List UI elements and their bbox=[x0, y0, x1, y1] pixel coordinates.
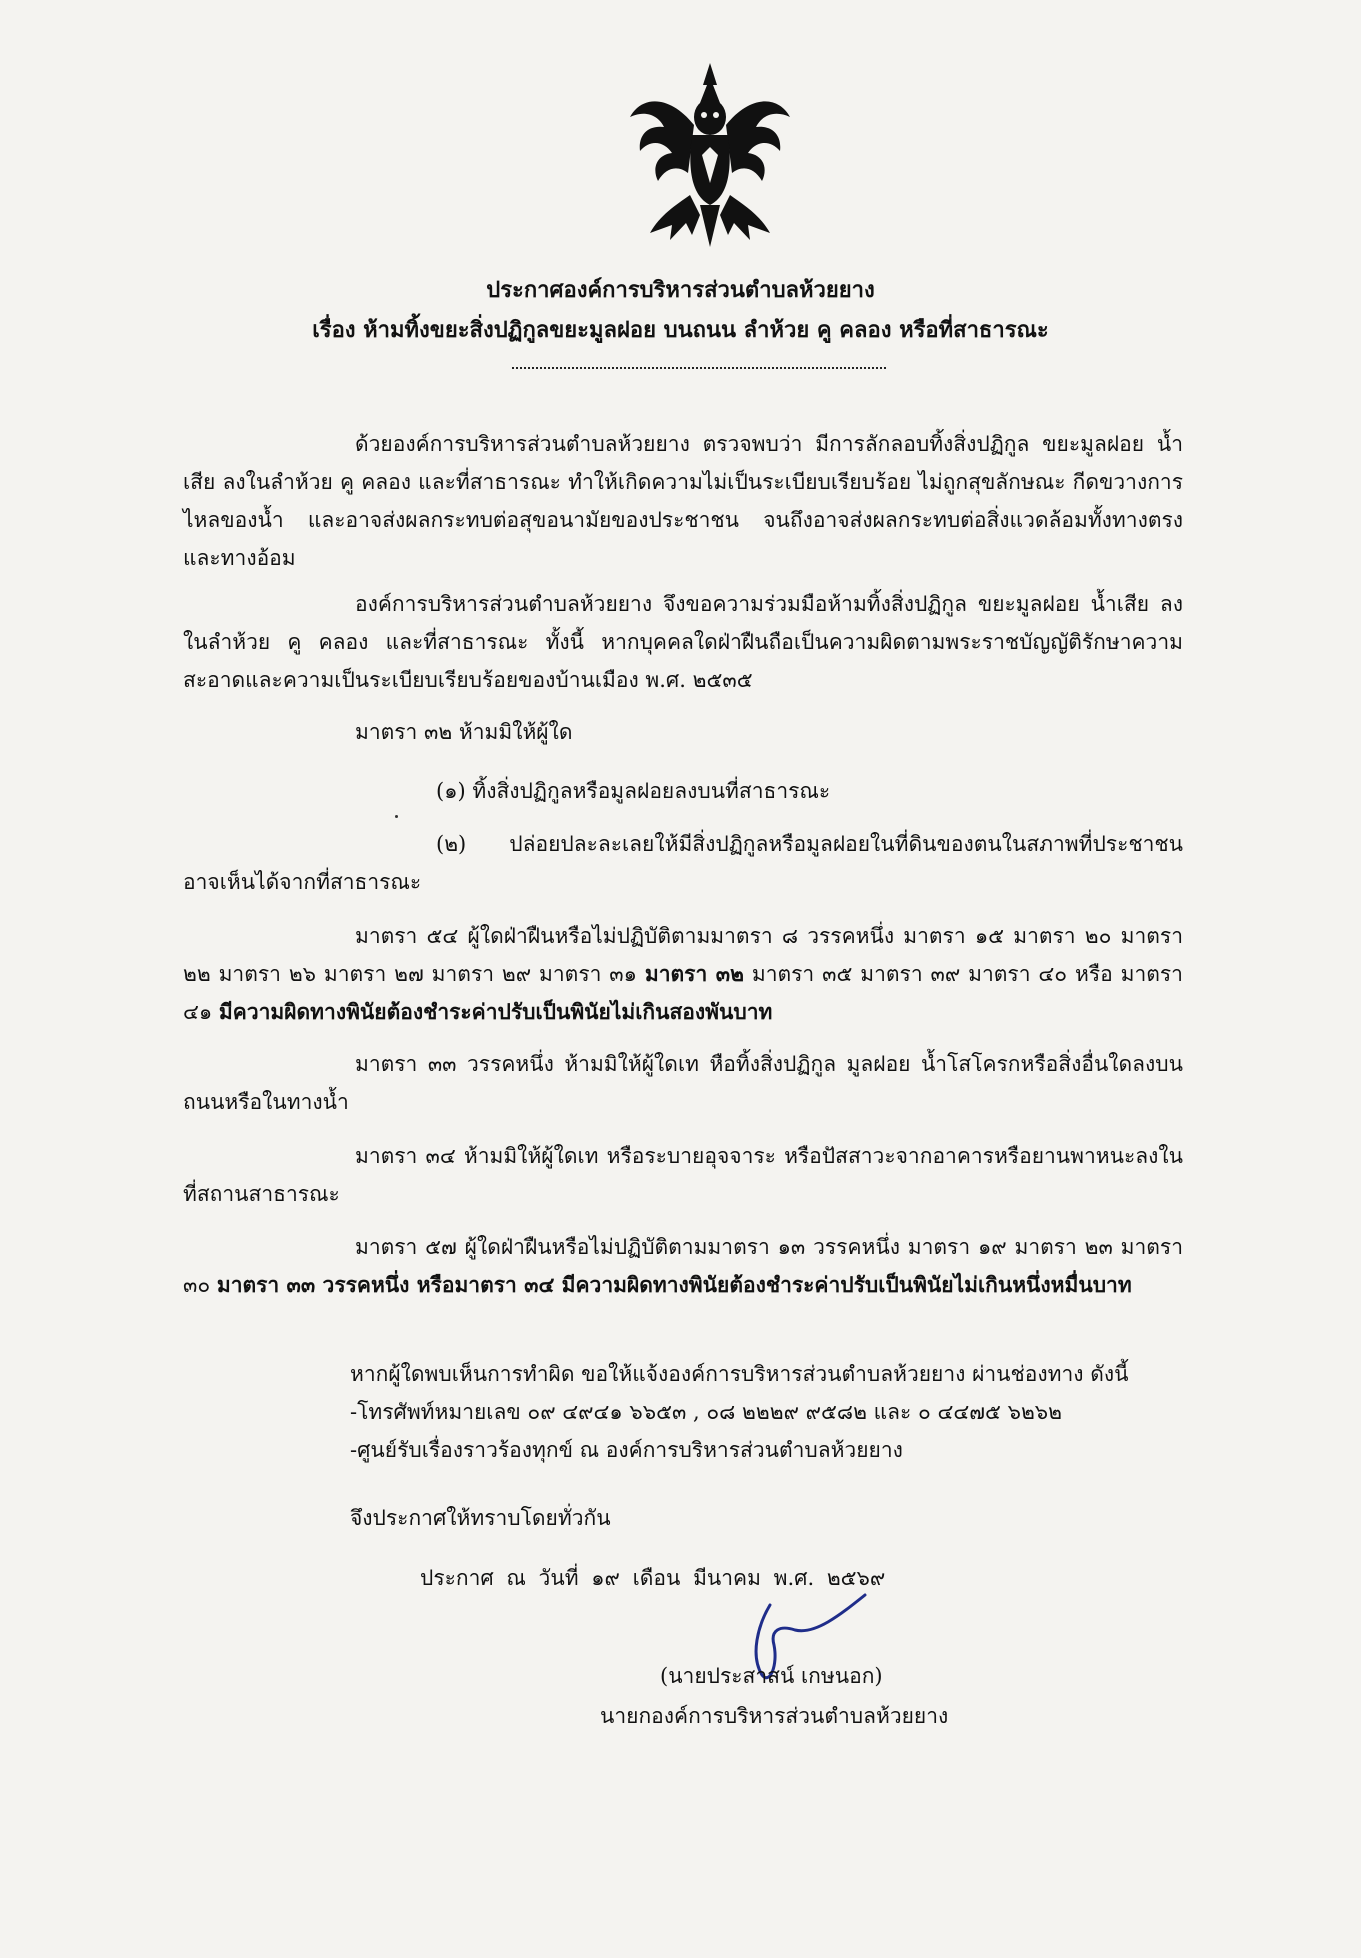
contact-phone: -โทรศัพท์หมายเลข ๐๙ ๔๙๔๑ ๖๖๕๓ , ๐๘ ๒๒๒๙ ๙๕๘๒ และ ๐ ๔๔๗๕ ๖๒๖๒ bbox=[350, 1400, 1062, 1424]
section-54 bbox=[183, 917, 1183, 1031]
section-54-penalty: มีความผิดทางพินัยต้องชำระค่าปรับเป็นพินัยไม่เกินสองพันบาท bbox=[218, 999, 773, 1024]
contact-block bbox=[350, 1355, 1250, 1469]
paragraph-text: ด้วยองค์การบริหารส่วนตำบลห้วยยาง ตรวจพบว่า มีการลักลอบทิ้งสิ่งปฏิกูล ขยะมูลฝอย น้ำเสีย ลงในลำห้วย คู คลอง และที่สาธารณะ ทำให้เกิดความไม่เป็นระเบียบเรียบร้อย ไม่ถูกสุขลักษณะ กีดขวางการไหลของน้ำ และอาจส่งผลกระทบต่อสุขอนามัยของประชาชน จนถึงอาจส่งผลกระทบต่อสิ่งแวดล้อมทั้งทางตรงและทางอ้อม bbox=[183, 432, 1183, 570]
section-text: มาตรา ๓๓ วรรคหนึ่ง ห้ามมิให้ผู้ใดเท หือทิ้งสิ่งปฏิกูล มูลฝอย น้ำโสโครกหรือสิ่งอื่นใดลงบนถนนหรือในทางน้ำ bbox=[183, 1052, 1183, 1114]
section-33 bbox=[183, 1045, 1183, 1121]
paragraph-request bbox=[183, 585, 1183, 699]
section-text: มาตรา ๓๔ ห้ามมิให้ผู้ใดเท หรือระบายอุจจาระ หรือปัสสาวะจากอาคารหรือยานพาหนะลงในที่สถานสาธารณะ bbox=[183, 1144, 1183, 1206]
section-54-part: มาตรา ๕๔ ผู้ใดฝ่าฝืนหรือไม่ปฏิบัติตามมาตรา ๘ วรรคหนึ่ง มาตรา ๑๕ มาตรา ๒๐ มาตรา ๒๒ มาตรา ๒๖ มาตรา ๒๗ มาตรา ๒๙ มาตรา ๓๑ bbox=[183, 924, 1183, 986]
page-title: ประกาศองค์การบริหารส่วนตำบลห้วยยาง bbox=[486, 277, 875, 303]
section-text bbox=[183, 917, 1183, 1031]
section-32-item-2 bbox=[183, 825, 1183, 901]
section-54-bold-part: มาตรา ๓๒ bbox=[644, 961, 744, 986]
section-57 bbox=[183, 1228, 1183, 1304]
item-text: (๒) ปล่อยปละละเลยให้มีสิ่งปฏิกูลหรือมูลฝอยในที่ดินของตนในสภาพที่ประชาชนอาจเห็นได้จากที่สาธารณะ bbox=[183, 832, 1183, 894]
paragraph-intro bbox=[183, 425, 1183, 577]
section-text bbox=[183, 1228, 1183, 1304]
section-57-part: มาตรา ๕๗ ผู้ใดฝ่าฝืนหรือไม่ปฏิบัติตามมาตรา ๑๓ วรรคหนึ่ง มาตรา ๑๙ มาตรา ๒๓ มาตรา ๓๐ bbox=[183, 1235, 1183, 1297]
announcement-date: ประกาศ ณ วันที่ ๑๙ เดือน มีนาคม พ.ศ. ๒๕๖๙ bbox=[420, 1566, 886, 1590]
item-text: (๑) ทิ้งสิ่งปฏิกูลหรือมูลฝอยลงบนที่สาธารณะ bbox=[436, 779, 831, 803]
signer-name: (นายประสาสน์ เกษนอก) bbox=[660, 1664, 883, 1688]
section-54-part: มาตรา ๓๕ มาตรา ๓๙ มาตรา ๔๐ หรือ มาตรา ๔๑ bbox=[183, 962, 1183, 1024]
section-32 bbox=[183, 713, 1183, 751]
garuda-emblem-icon bbox=[620, 55, 800, 250]
section-57-penalty: มาตรา ๓๓ วรรคหนึ่ง หรือมาตรา ๓๔ มีความผิดทางพินัยต้องชำระค่าปรับเป็นพินัยไม่เกินหนึ่งหมื่นบาท bbox=[216, 1272, 1132, 1297]
paragraph-text: องค์การบริหารส่วนตำบลห้วยยาง จึงขอความร่วมมือห้ามทิ้งสิ่งปฏิกูล ขยะมูลฝอย น้ำเสีย ลงในลำห้วย คู คลอง และที่สาธารณะ ทั้งนี้ หากบุคคลใดฝ่าฝืนถือเป็นความผิดตามพระราชบัญญัติรักษาความสะอาดและความเป็นระเบียบเรียบร้อยของบ้านเมือง พ.ศ. ๒๕๓๕ bbox=[183, 592, 1183, 692]
dotted-divider bbox=[512, 367, 886, 369]
announcement-line: จึงประกาศให้ทราบโดยทั่วกัน bbox=[350, 1506, 611, 1530]
signer-title: นายกองค์การบริหารส่วนตำบลห้วยยาง bbox=[600, 1704, 949, 1728]
section-34 bbox=[183, 1137, 1183, 1213]
subject-line: เรื่อง ห้ามทิ้งขยะสิ่งปฏิกูลขยะมูลฝอย บนถนน ลำห้วย คู คลอง หรือที่สาธารณะ bbox=[312, 317, 1049, 343]
contact-center: -ศูนย์รับเรื่องราวร้องทุกข์ ณ องค์การบริหารส่วนตำบลห้วยยาง bbox=[350, 1438, 903, 1462]
section-32-item-1 bbox=[183, 772, 1183, 810]
stray-mark bbox=[395, 815, 398, 818]
section-text: มาตรา ๓๒ ห้ามมิให้ผู้ใด bbox=[355, 720, 573, 744]
contact-intro: หากผู้ใดพบเห็นการทำผิด ขอให้แจ้งองค์การบริหารส่วนตำบลห้วยยาง ผ่านช่องทาง ดังนี้ bbox=[350, 1362, 1129, 1386]
